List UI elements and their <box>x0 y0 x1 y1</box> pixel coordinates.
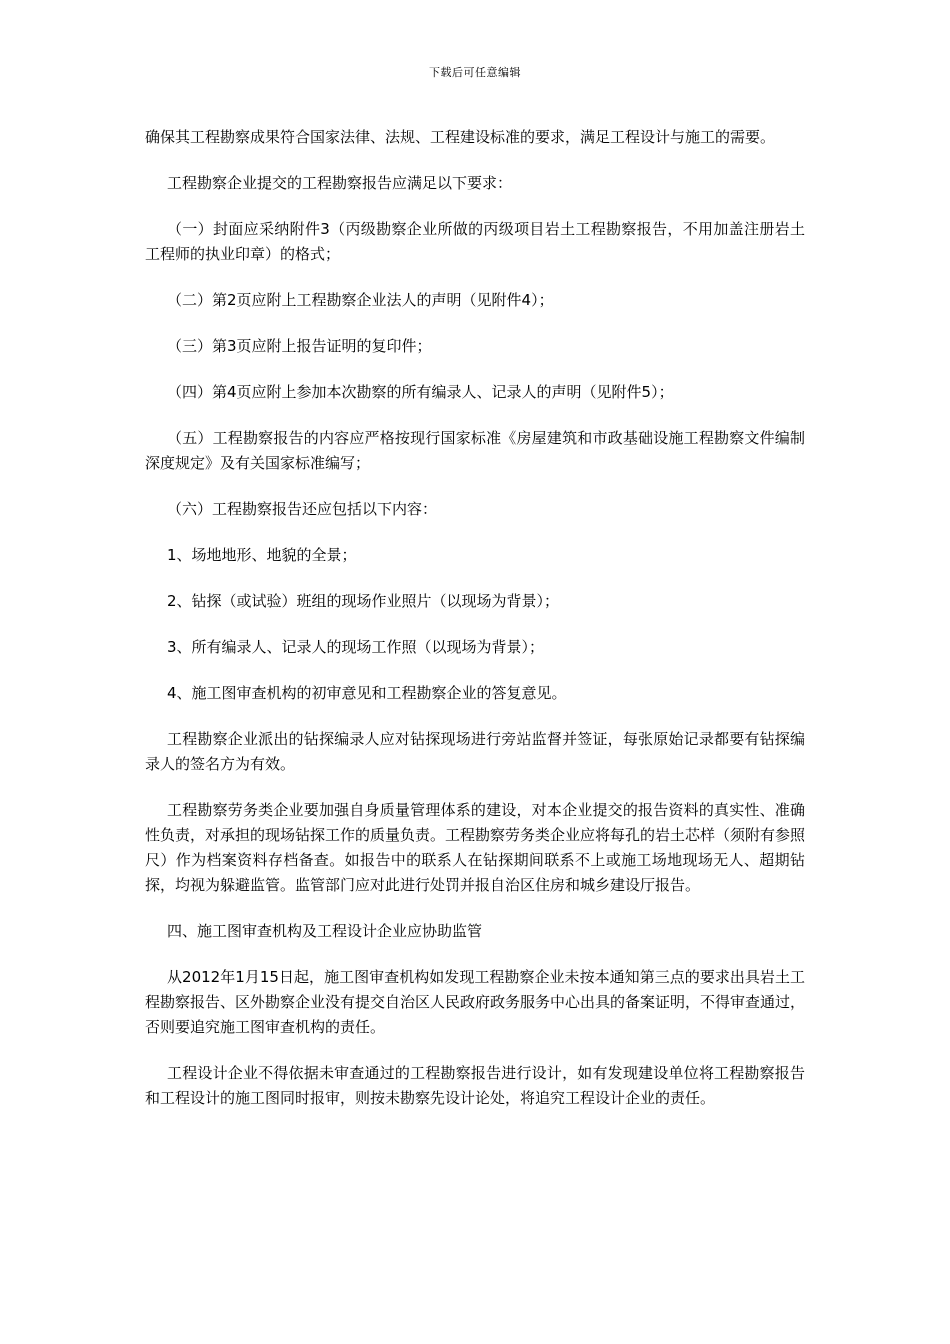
paragraph-design-enterprise: 工程设计企业不得依据未审查通过的工程勘察报告进行设计，如有发现建设单位将工程勘察报告和工程设计的施工图同时报审，则按未勘察先设计论处，将追究工程设计企业的责任。 <box>145 1064 805 1107</box>
requirement-item-4: （四）第4页应附上参加本次勘察的所有编录人、记录人的声明（见附件5）； <box>167 383 674 401</box>
content-item-3: 3、所有编录人、记录人的现场工作照（以现场为背景）； <box>167 638 545 656</box>
document-body <box>145 125 805 1132</box>
content-item-4: 4、施工图审查机构的初审意见和工程勘察企业的答复意见。 <box>167 684 567 702</box>
paragraph-continuation: 确保其工程勘察成果符合国家法律、法规、工程建设标准的要求，满足工程设计与施工的需要。 <box>145 128 776 146</box>
requirement-item-3: （三）第3页应附上报告证明的复印件； <box>167 337 432 355</box>
paragraph-report-requirements: 工程勘察企业提交的工程勘察报告应满足以下要求： <box>167 174 513 192</box>
page-header: 下载后可任意编辑 <box>429 66 521 79</box>
requirement-item-6: （六）工程勘察报告还应包括以下内容： <box>167 500 438 518</box>
content-item-1: 1、场地地形、地貌的全景； <box>167 546 357 564</box>
paragraph-review-agency: 从2012年1月15日起，施工图审查机构如发现工程勘察企业未按本通知第三点的要求出具岩土工程勘察报告、区外勘察企业没有提交自治区人民政府政务服务中心出具的备案证明，不得审查通过，否则要追究施工图审查机构的责任。 <box>145 968 806 1036</box>
requirement-item-2: （二）第2页应附上工程勘察企业法人的声明（见附件4）； <box>167 291 554 309</box>
paragraph-labor-enterprise: 工程勘察劳务类企业要加强自身质量管理体系的建设，对本企业提交的报告资料的真实性、准确性负责，对承担的现场钻探工作的质量负责。工程勘察劳务类企业应将每孔的岩土芯样（须附有参照尺）作为档案资料存档备查。如报告中的联系人在钻探期间联系不上或施工场地现场无人、超期钻探，均视为躲避监管。监管部门应对此进行处罚并报自治区住房和城乡建设厅报告。 <box>145 801 806 894</box>
paragraph-drilling-supervision: 工程勘察企业派出的钻探编录人应对钻探现场进行旁站监督并签证，每张原始记录都要有钻探编录人的签名方为有效。 <box>145 730 805 773</box>
section-heading-4: 四、施工图审查机构及工程设计企业应协助监管 <box>167 922 483 940</box>
requirement-item-5: （五）工程勘察报告的内容应严格按现行国家标准《房屋建筑和市政基础设施工程勘察文件编制深度规定》及有关国家标准编写； <box>145 429 805 472</box>
requirement-item-1: （一）封面应采纳附件3（丙级勘察企业所做的丙级项目岩土工程勘察报告，不用加盖注册岩土工程师的执业印章）的格式； <box>145 220 805 263</box>
content-item-2: 2、钻探（或试验）班组的现场作业照片（以现场为背景）； <box>167 592 560 610</box>
